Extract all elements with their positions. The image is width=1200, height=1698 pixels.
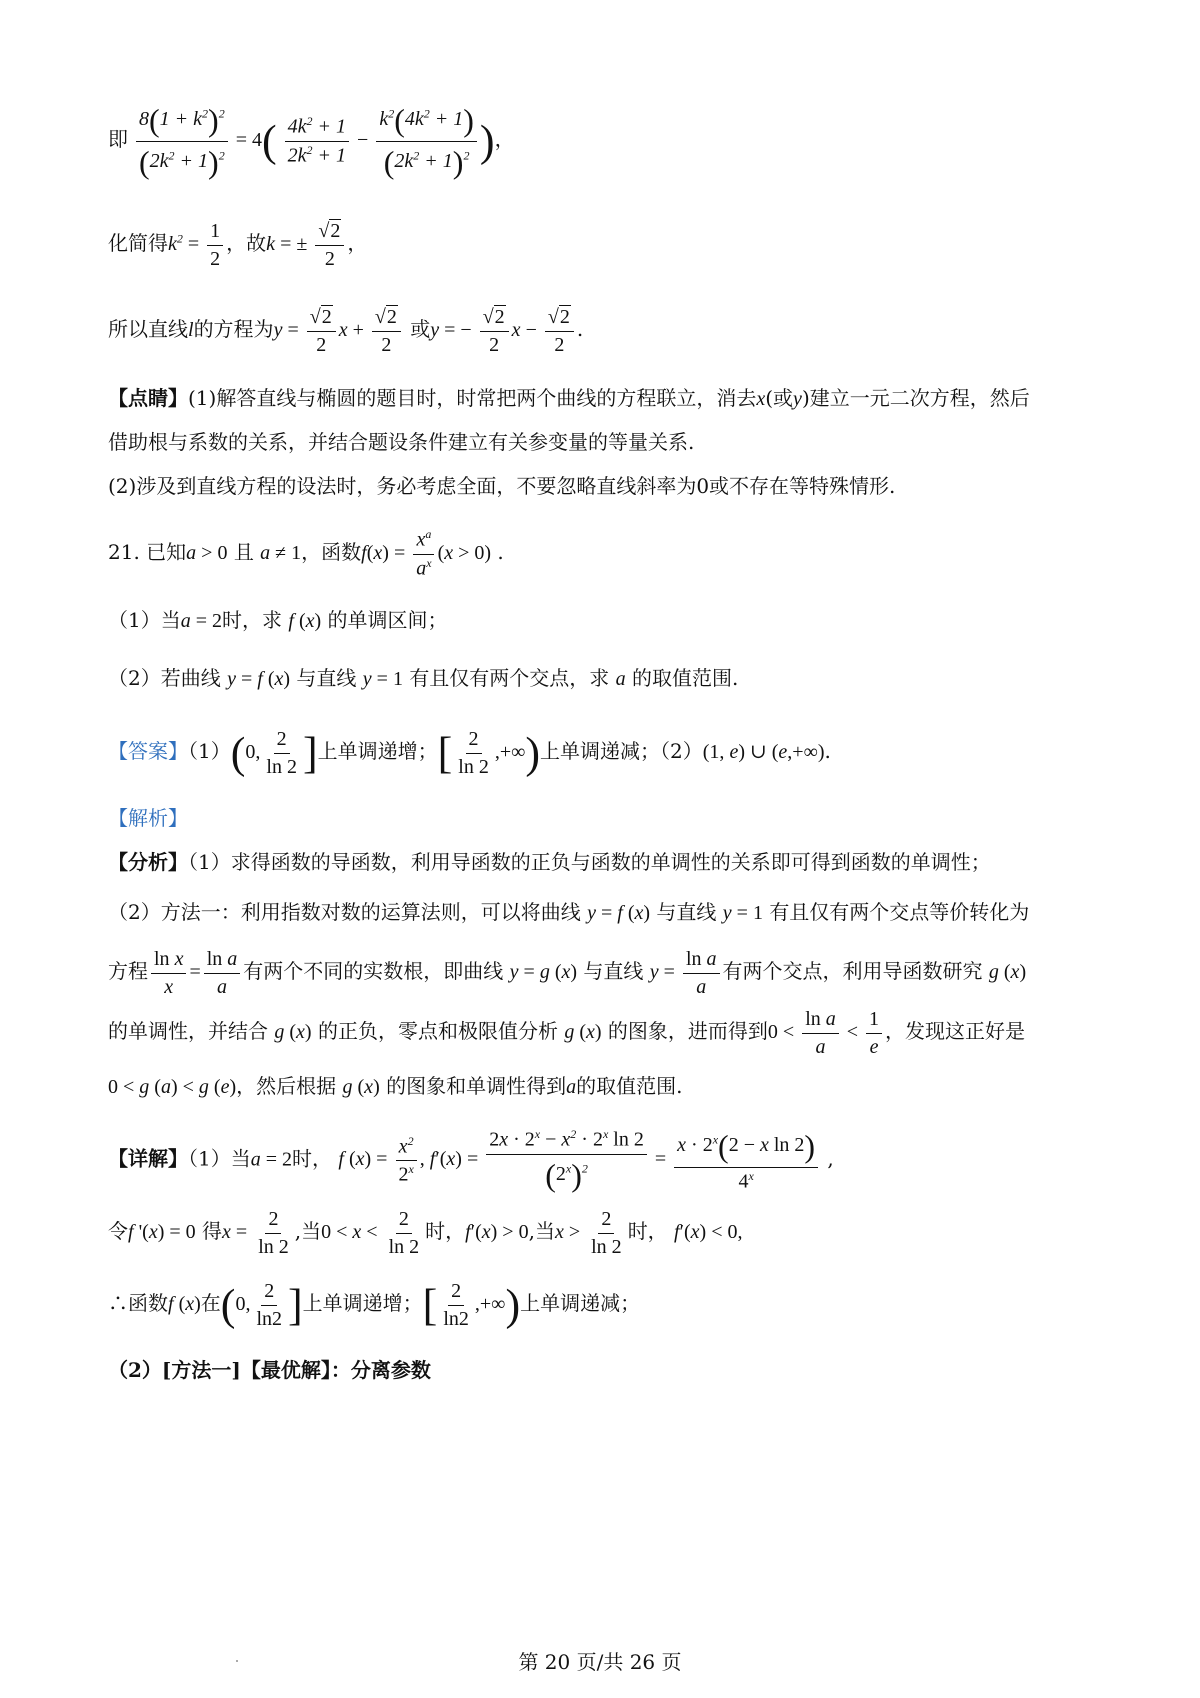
- note-paragraph-2: (2)涉及到直线方程的设法时，务必考虑全面，不要忽略直线斜率为0或不存在等特殊情形.: [108, 474, 896, 498]
- fenxi-5: 0 < g (a) < g (e)，然后根据 g (x) 的图象和单调性得到a的取值范围.: [108, 1074, 683, 1098]
- fenxi-1: 【分析】（1）求得函数的导函数，利用导函数的正负与函数的单调性的关系即可得到函数的单调性；: [108, 850, 991, 874]
- fenxi-3: 方程 $\frac{\text{ln x}}{x}$ = $\frac{\text{ln a}}{a}$ 有两个不同的实数根，即曲线 y = g (x) 与直线 y = $\frac{\text{ln a}}{a}$ 有两个交点，利用导函数研究 g (x): [108, 948, 1027, 998]
- xiangjie-2: 令f '(x) = 0 得x = $\frac{2}{\ln 2}$ ,当0 < x < $\frac{2}{\ln 2}$ 时，f′(x) > 0,当x > $\frac{2}{\ln 2}$ 时， f′(x) < 0,: [108, 1208, 743, 1258]
- fenxi-2: （2）方法一：利用指数对数的运算法则，可以将曲线 y = f (x) 与直线 y = 1 有且仅有两个交点等价转化为: [108, 900, 1030, 924]
- method-heading: （2）[方法一]【最优解】：分离参数: [108, 1358, 431, 1382]
- question-21-part-2: （2）若曲线 y = f (x) 与直线 y = 1 有且仅有两个交点，求 a 的取值范围.: [108, 666, 739, 690]
- question-21: 21. 已知a > 0 且 a ≠ 1，函数f(x) = $\frac{x^a}{a^x}$ (x > 0) .: [108, 527, 504, 580]
- simplify-line: 化简得$k^2$ = $\frac{1}{2}$ ，故k = ± $\frac{√2}{2}$ ，: [108, 220, 368, 270]
- question-21-part-1: （1）当a = 2时，求 f (x) 的单调区间；: [108, 608, 448, 632]
- line-equation: 所以直线l的方程为y = $\frac{√2}{2}$ x + $\frac{√2}{2}$ 或y = − $\frac{√2}{2}$ x − $\frac{√2}{2}$ .: [108, 306, 584, 356]
- xiangjie-1: 【详解】（1）当a = 2时， f (x) = $\frac{x^2}{2^x}$ , f′(x) = $\frac{2x \cdot 2^x - x^2 \cdot 2^x \ln 2}{(2^x)^2}$ = $\frac{x \cdot 2^x(2 - x \ln 2)}{4^x}$ ,: [108, 1127, 834, 1193]
- note-paragraph-1-cont: 借助根与系数的关系，并结合题设条件建立有关参变量的等量关系.: [108, 430, 695, 454]
- note-paragraph-1: 【点睛】(1)解答直线与椭圆的题目时，时常把两个曲线的方程联立，消去x(或y)建立一元二次方程，然后: [108, 386, 1030, 410]
- answer-line: 【答案】（1）(0, $\frac{2}{\ln 2}$ ]上单调递增；[ $\frac{2}{\ln 2}$ ,+∞)上单调递减；（2）(1, e) ∪ (e,+∞).: [108, 728, 831, 778]
- jiexi-label: 【解析】: [108, 806, 188, 830]
- fenxi-4: 的单调性，并结合 g (x) 的正负，零点和极限值分析 g (x) 的图象，进而得到0 < $\frac{\text{ln a}}{a}$ < $\frac{1}{e}$ ，发现这正好是: [108, 1008, 1026, 1058]
- equation-line-1: 即 $\frac{8(1 + k^2)^2}{(2k^2 + 1)^2}$ = 4( $\frac{4k^2 + 1}{2k^2 + 1}$ − $\frac{k^2(4k^2 + 1)}{(2k^2 + 1)^2}$ )，: [108, 102, 515, 180]
- page-footer: 第 20 页/共 26 页: [518, 1650, 682, 1674]
- xiangjie-3: ∴函数f (x)在(0, $\frac{2}{\ln 2}$ ]上单调递增；[ $\frac{2}{\ln 2}$ ,+∞)上单调递减；: [108, 1280, 641, 1330]
